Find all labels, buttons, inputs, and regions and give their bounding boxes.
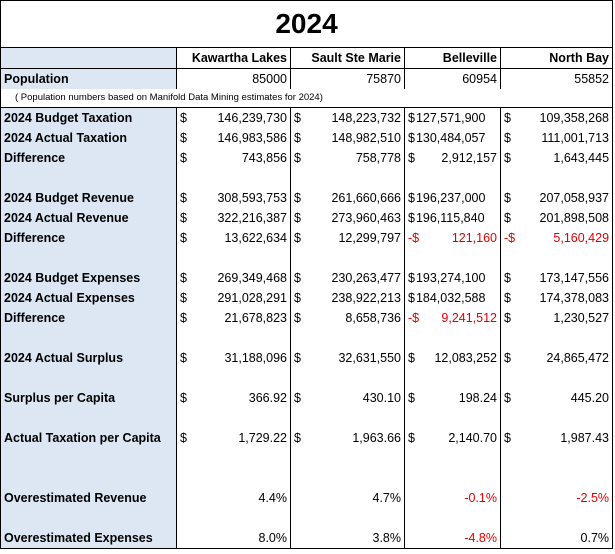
value-cell — [501, 508, 613, 528]
cell-value: 8.0% — [258, 531, 287, 545]
value-cell — [177, 248, 291, 268]
row-label: Difference — [1, 308, 177, 328]
value-cell — [291, 388, 405, 408]
cell-value: 31,188,096 — [224, 351, 287, 365]
value-cell — [177, 528, 291, 549]
currency-symbol: -$ — [504, 231, 516, 245]
currency-symbol: $ — [180, 431, 187, 445]
cell-value: 291,028,291 — [217, 291, 287, 305]
population-value: 75870 — [291, 69, 405, 90]
value-cell — [291, 228, 405, 248]
cell-value: 366.92 — [248, 391, 287, 405]
value-cell — [177, 208, 291, 228]
row-label: Overestimated Expenses — [1, 528, 177, 549]
population-value: 85000 — [177, 69, 291, 90]
cell-value: 173,147,556 — [539, 271, 610, 285]
value-cell — [291, 348, 405, 368]
cell-value: 24,865,472 — [546, 351, 610, 365]
value-cell — [501, 528, 613, 549]
value-cell — [501, 448, 613, 468]
currency-symbol: $ — [294, 351, 301, 365]
currency-symbol: $ — [180, 191, 187, 205]
cell-value: 322,216,387 — [217, 211, 287, 225]
value-cell — [405, 268, 501, 288]
row-label: Surplus per Capita — [1, 388, 177, 408]
table-row — [1, 128, 613, 148]
value-cell — [501, 388, 613, 408]
note-row — [1, 89, 613, 108]
column-header: Kawartha Lakes — [177, 48, 291, 69]
value-cell — [405, 208, 501, 228]
value-cell — [177, 348, 291, 368]
currency-symbol: $ — [294, 391, 301, 405]
cell-value: 32,631,550 — [338, 351, 401, 365]
currency-symbol: $ — [180, 391, 187, 405]
value-cell — [501, 328, 613, 348]
currency-symbol: $ — [504, 311, 511, 325]
value-cell — [501, 408, 613, 428]
value-cell — [405, 508, 501, 528]
row-label: 2024 Actual Surplus — [1, 348, 177, 368]
cell-value: -4.8% — [464, 531, 497, 545]
value-cell — [405, 288, 501, 308]
value-cell — [405, 228, 501, 248]
value-cell — [177, 148, 291, 168]
cell-value: 12,083,252 — [434, 351, 497, 365]
currency-symbol: $ — [408, 271, 415, 285]
value-cell — [405, 348, 501, 368]
value-cell — [405, 248, 501, 268]
cell-value: 196,115,840 — [415, 211, 485, 225]
header-blank — [1, 48, 177, 69]
cell-value: 12,299,797 — [338, 231, 401, 245]
currency-symbol: $ — [408, 431, 415, 445]
currency-symbol: $ — [294, 291, 301, 305]
column-header: Belleville — [405, 48, 501, 69]
value-cell — [501, 368, 613, 388]
value-cell — [405, 128, 501, 148]
value-cell — [501, 228, 613, 248]
currency-symbol: $ — [180, 311, 187, 325]
currency-symbol: $ — [504, 111, 511, 125]
currency-symbol: $ — [294, 431, 301, 445]
population-value: 60954 — [405, 69, 501, 90]
value-cell — [177, 408, 291, 428]
value-cell — [291, 128, 405, 148]
cell-value: 1,643,445 — [553, 151, 610, 165]
row-label — [1, 508, 177, 528]
cell-value: 184,032,588 — [415, 291, 486, 305]
currency-symbol: $ — [504, 431, 511, 445]
value-cell — [405, 428, 501, 448]
cell-value: 2,140.70 — [448, 431, 497, 445]
currency-symbol: -$ — [408, 311, 420, 325]
population-value: 55852 — [501, 69, 613, 90]
table-row — [1, 288, 613, 308]
value-cell — [405, 488, 501, 508]
currency-symbol: $ — [180, 351, 187, 365]
value-cell — [291, 468, 405, 488]
cell-value: 146,239,730 — [217, 111, 287, 125]
cell-value: 3.8% — [372, 531, 401, 545]
currency-symbol: $ — [180, 231, 187, 245]
row-label: 2024 Actual Taxation — [1, 128, 177, 148]
value-cell — [501, 348, 613, 368]
value-cell — [501, 428, 613, 448]
cell-value: 743,856 — [241, 151, 287, 165]
cell-value: 1,963.66 — [352, 431, 401, 445]
value-cell — [177, 188, 291, 208]
cell-value: 273,960,463 — [331, 211, 401, 225]
value-cell — [291, 268, 405, 288]
cell-value: 430.10 — [362, 391, 401, 405]
value-cell — [177, 328, 291, 348]
value-cell — [405, 108, 501, 129]
cell-value: -0.1% — [464, 491, 497, 505]
cell-value: 174,378,083 — [539, 291, 610, 305]
value-cell — [291, 428, 405, 448]
currency-symbol: $ — [180, 131, 187, 145]
currency-symbol: $ — [504, 351, 511, 365]
currency-symbol: -$ — [408, 231, 420, 245]
cell-value: 238,922,213 — [331, 291, 401, 305]
value-cell — [177, 468, 291, 488]
value-cell — [405, 148, 501, 168]
value-cell — [177, 228, 291, 248]
value-cell — [501, 488, 613, 508]
population-row — [1, 69, 613, 90]
column-header: North Bay — [501, 48, 613, 69]
currency-symbol: $ — [294, 311, 301, 325]
title-row — [1, 1, 613, 48]
row-label: Population — [1, 69, 177, 90]
population-note: ( Population numbers based on Manifold Data Mining estimates for 2024) — [1, 89, 613, 108]
row-label: Difference — [1, 148, 177, 168]
cell-value: 1,729.22 — [238, 431, 287, 445]
cell-value: 2,912,157 — [441, 151, 497, 165]
cell-value: 5,160,429 — [553, 231, 610, 245]
currency-symbol: $ — [504, 291, 511, 305]
table-row — [1, 528, 613, 549]
value-cell — [291, 508, 405, 528]
row-label: Difference — [1, 228, 177, 248]
table-row — [1, 188, 613, 208]
table-row — [1, 228, 613, 248]
currency-symbol: $ — [180, 151, 187, 165]
value-cell — [405, 388, 501, 408]
value-cell — [405, 468, 501, 488]
value-cell — [291, 528, 405, 549]
currency-symbol: $ — [408, 391, 415, 405]
table-row — [1, 428, 613, 448]
value-cell — [501, 168, 613, 188]
cell-value: 127,571,900 — [415, 111, 486, 125]
currency-symbol: $ — [180, 211, 187, 225]
value-cell — [177, 128, 291, 148]
value-cell — [501, 308, 613, 328]
cell-value: 121,160 — [451, 231, 497, 245]
value-cell — [501, 288, 613, 308]
currency-symbol: $ — [294, 131, 301, 145]
blank-row — [1, 508, 613, 528]
value-cell — [501, 128, 613, 148]
currency-symbol: $ — [408, 131, 415, 145]
value-cell — [177, 388, 291, 408]
cell-value: 1,230,527 — [553, 311, 610, 325]
row-label — [1, 468, 177, 488]
value-cell — [405, 308, 501, 328]
cell-value: 269,349,468 — [217, 271, 287, 285]
currency-symbol: $ — [180, 111, 187, 125]
currency-symbol: $ — [180, 271, 187, 285]
row-label — [1, 328, 177, 348]
cell-value: 230,263,477 — [331, 271, 401, 285]
value-cell — [177, 488, 291, 508]
value-cell — [177, 268, 291, 288]
cell-value: 445.20 — [570, 391, 610, 405]
value-cell — [501, 248, 613, 268]
value-cell — [501, 148, 613, 168]
value-cell — [405, 448, 501, 468]
cell-value: 109,358,268 — [539, 111, 610, 125]
value-cell — [177, 288, 291, 308]
table-row — [1, 308, 613, 328]
row-label — [1, 448, 177, 468]
cell-value: 207,058,937 — [539, 191, 610, 205]
currency-symbol: $ — [294, 271, 301, 285]
value-cell — [177, 508, 291, 528]
value-cell — [291, 208, 405, 228]
currency-symbol: $ — [408, 291, 415, 305]
cell-value: 4.4% — [258, 491, 287, 505]
cell-value: 198.24 — [458, 391, 497, 405]
cell-value: 4.7% — [372, 491, 401, 505]
value-cell — [291, 148, 405, 168]
cell-value: 148,223,732 — [331, 111, 401, 125]
row-label — [1, 368, 177, 388]
value-cell — [405, 168, 501, 188]
cell-value: 261,660,666 — [331, 191, 401, 205]
cell-value: 758,778 — [355, 151, 401, 165]
blank-row — [1, 368, 613, 388]
currency-symbol: $ — [504, 191, 511, 205]
cell-value: 21,678,823 — [224, 311, 287, 325]
value-cell — [405, 328, 501, 348]
value-cell — [177, 448, 291, 468]
cell-value: 0.7% — [580, 531, 610, 545]
cell-value: 308,593,753 — [217, 191, 287, 205]
value-cell — [291, 188, 405, 208]
cell-value: 8,658,736 — [345, 311, 401, 325]
value-cell — [291, 408, 405, 428]
value-cell — [291, 168, 405, 188]
row-label: 2024 Actual Revenue — [1, 208, 177, 228]
currency-symbol: $ — [408, 111, 415, 125]
table-title: 2024 — [1, 1, 613, 48]
cell-value: 13,622,634 — [224, 231, 287, 245]
currency-symbol: $ — [408, 191, 415, 205]
cell-value: 1,987.43 — [560, 431, 610, 445]
table-row — [1, 148, 613, 168]
currency-symbol: $ — [294, 151, 301, 165]
value-cell — [405, 368, 501, 388]
cell-value: 193,274,100 — [415, 271, 486, 285]
currency-symbol: $ — [504, 271, 511, 285]
value-cell — [291, 328, 405, 348]
currency-symbol: $ — [504, 211, 511, 225]
row-label — [1, 168, 177, 188]
currency-symbol: $ — [408, 211, 415, 225]
value-cell — [177, 308, 291, 328]
value-cell — [291, 368, 405, 388]
row-label: 2024 Actual Expenses — [1, 288, 177, 308]
currency-symbol: $ — [294, 111, 301, 125]
cell-value: 9,241,512 — [441, 311, 497, 325]
value-cell — [501, 188, 613, 208]
value-cell — [501, 208, 613, 228]
row-label: Actual Taxation per Capita — [1, 428, 177, 448]
value-cell — [177, 368, 291, 388]
value-cell — [291, 108, 405, 129]
value-cell — [501, 268, 613, 288]
table-row — [1, 388, 613, 408]
cell-value: 111,001,713 — [541, 131, 610, 145]
blank-row — [1, 328, 613, 348]
value-cell — [291, 448, 405, 468]
currency-symbol: $ — [294, 231, 301, 245]
currency-symbol: $ — [294, 211, 301, 225]
currency-symbol: $ — [504, 391, 511, 405]
cell-value: 148,982,510 — [331, 131, 401, 145]
value-cell — [405, 188, 501, 208]
blank-row — [1, 248, 613, 268]
value-cell — [177, 168, 291, 188]
value-cell — [405, 408, 501, 428]
blank-row — [1, 448, 613, 468]
row-label — [1, 408, 177, 428]
cell-value: 196,237,000 — [415, 191, 486, 205]
row-label — [1, 248, 177, 268]
blank-row — [1, 408, 613, 428]
cell-value: -2.5% — [576, 491, 610, 505]
value-cell — [177, 428, 291, 448]
currency-symbol: $ — [408, 151, 415, 165]
currency-symbol: $ — [180, 291, 187, 305]
currency-symbol: $ — [504, 131, 511, 145]
value-cell — [291, 308, 405, 328]
value-cell — [501, 108, 613, 129]
currency-symbol: $ — [408, 351, 415, 365]
table-row — [1, 208, 613, 228]
value-cell — [501, 468, 613, 488]
currency-symbol: $ — [504, 151, 511, 165]
blank-row — [1, 168, 613, 188]
row-label: 2024 Budget Taxation — [1, 108, 177, 129]
cell-value: 146,983,586 — [217, 131, 287, 145]
table-row — [1, 348, 613, 368]
value-cell — [291, 488, 405, 508]
currency-symbol: $ — [294, 191, 301, 205]
value-cell — [405, 528, 501, 549]
table-row — [1, 268, 613, 288]
table-row — [1, 108, 613, 129]
value-cell — [291, 248, 405, 268]
cell-value: 130,484,057 — [415, 131, 486, 145]
header-row — [1, 48, 613, 69]
row-label: 2024 Budget Expenses — [1, 268, 177, 288]
row-label: Overestimated Revenue — [1, 488, 177, 508]
table-row — [1, 488, 613, 508]
value-cell — [291, 288, 405, 308]
value-cell — [177, 108, 291, 129]
column-header: Sault Ste Marie — [291, 48, 405, 69]
cell-value: 201,898,508 — [539, 211, 610, 225]
row-label: 2024 Budget Revenue — [1, 188, 177, 208]
blank-row — [1, 468, 613, 488]
